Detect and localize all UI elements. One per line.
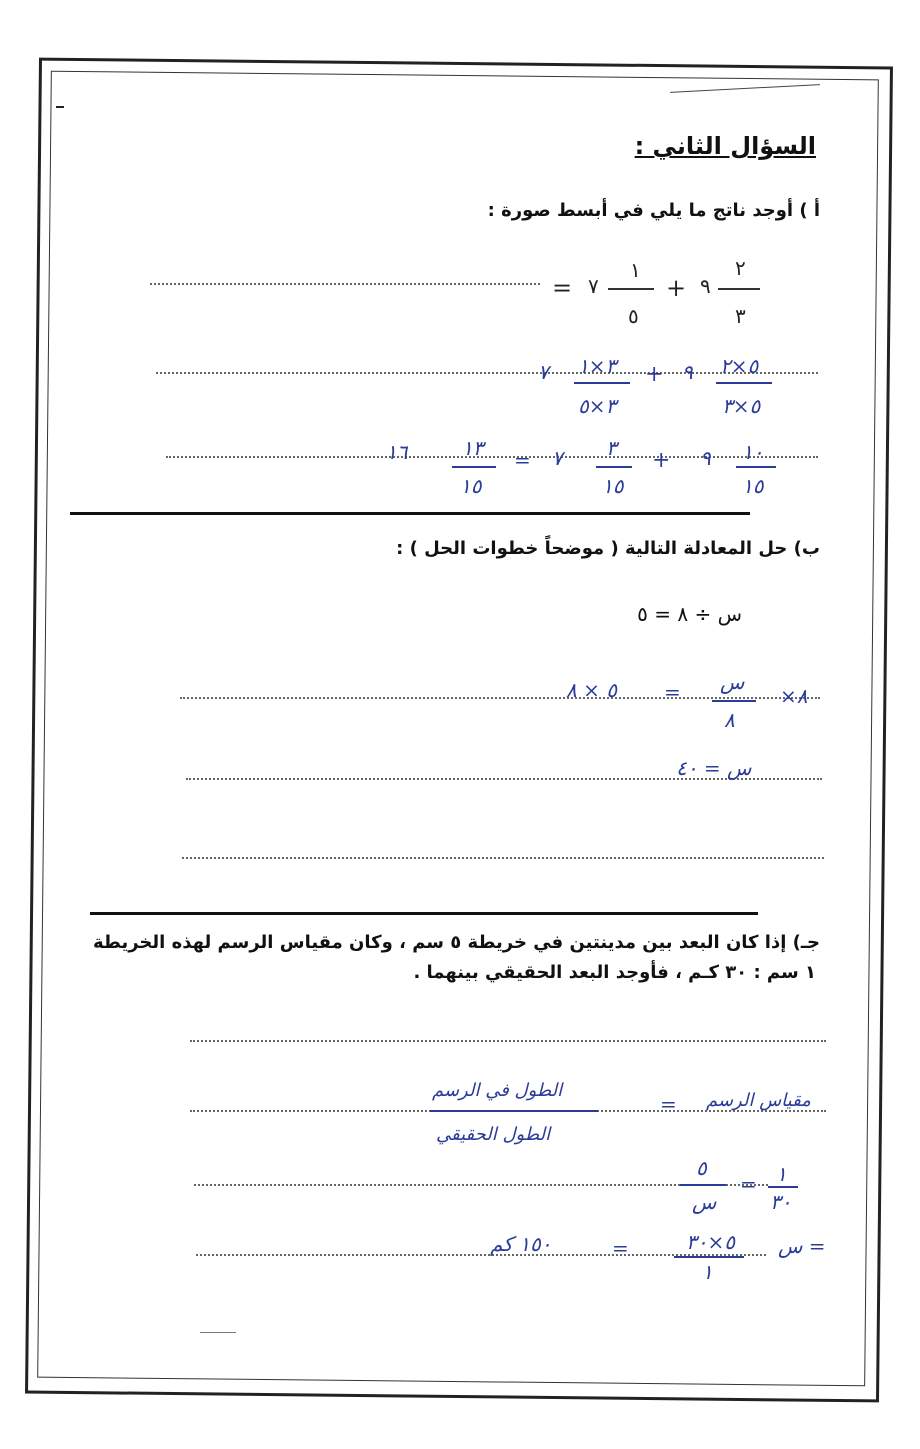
hw-c-bar [430, 1110, 598, 1112]
fraction-1-bar [718, 288, 760, 290]
hw-c-x-result: ١٥٠ كم [490, 1232, 552, 1256]
hw-step1-whole-1: ٩ [682, 360, 693, 384]
hw-c-x-equals: = [612, 1236, 629, 1260]
answer-line-b3 [182, 857, 824, 859]
mixed-2-whole: ٧ [588, 274, 599, 298]
hw-c-ratio-num: ١ [776, 1162, 787, 1186]
hw-step1-bar-2 [574, 382, 630, 384]
answer-line-c1 [190, 1040, 826, 1042]
fraction-1-numerator: ٢ [735, 256, 746, 280]
hw-b-lhs-num: س [720, 670, 745, 694]
hw-step2-bar-3 [452, 466, 496, 468]
hw-c-s-bar [680, 1184, 726, 1186]
fraction-2-denominator: ٥ [628, 304, 639, 328]
hw-step1-num-1: ٥×٢ [720, 354, 759, 378]
hw-step2-whole-1: ٩ [700, 446, 711, 470]
answer-line-a3 [166, 456, 818, 458]
fraction-1-denominator: ٣ [735, 304, 746, 328]
hw-step1-den-2: ٣×٥ [578, 394, 617, 418]
hw-b-lhs-den: ٨ [724, 708, 735, 732]
hw-step1-num-2: ٣×١ [578, 354, 617, 378]
hw-step2-bar-2 [596, 466, 632, 468]
hw-step1-plus: + [645, 362, 664, 387]
hw-step2-den-2: ١٥ [602, 474, 624, 498]
hw-c-x-label: س = [778, 1234, 826, 1258]
hw-step2-equals: = [514, 448, 531, 472]
answer-line-b1 [180, 697, 820, 699]
hw-c-label: مقياس الرسم [706, 1090, 811, 1111]
hw-step1-den-1: ٥×٣ [722, 394, 761, 418]
hw-step2-num-1: ١٠ [742, 440, 764, 464]
part-c-prompt-line-2: ١ سم : ٣٠ كـم ، فأوجد البعد الحقيقي بينهما . [413, 962, 816, 983]
section-divider-2 [90, 912, 758, 915]
plus-sign: + [666, 274, 687, 302]
hw-step2-whole-3: ١٦ [386, 440, 408, 464]
hw-c-s-num: ٥ [696, 1156, 707, 1180]
hw-step2-plus: + [652, 448, 671, 473]
hw-c-ratio-bar [768, 1186, 798, 1188]
hw-step2-num-2: ٣ [606, 436, 617, 460]
hw-c-ratio-equals: = [740, 1172, 757, 1196]
hw-step2-den-3: ١٥ [460, 474, 482, 498]
hw-step1-whole-2: ٧ [538, 360, 549, 384]
hw-c-ratio-den: ٣٠ [770, 1190, 792, 1214]
mixed-1-whole: ٩ [700, 274, 711, 298]
hw-b-times: ×٨ [780, 684, 808, 708]
corner-mark [56, 106, 64, 108]
hw-step2-den-1: ١٥ [742, 474, 764, 498]
hw-c-x-bar [674, 1256, 744, 1258]
part-b-prompt: ب) حل المعادلة التالية ( موضحاً خطوات الحل ) : [396, 538, 820, 559]
hw-step2-bar-1 [736, 466, 776, 468]
hw-c-x-den: ١ [702, 1260, 713, 1284]
fraction-2-numerator: ١ [630, 258, 641, 282]
fraction-2-bar [608, 288, 654, 290]
part-a-prompt: أ ) أوجد ناتج ما يلي في أبسط صورة : [487, 200, 820, 221]
bottom-tick [200, 1332, 236, 1333]
hw-b-lhs-bar [712, 700, 756, 702]
question-title: السؤال الثاني : [634, 132, 816, 160]
hw-b-result: س = ٤٠ [676, 756, 752, 780]
hw-c-denominator: الطول الحقيقي [436, 1124, 551, 1145]
hw-step1-bar-1 [716, 382, 772, 384]
hw-step2-num-3: ١٣ [462, 436, 484, 460]
hw-step2-whole-2: ٧ [552, 446, 563, 470]
hw-c-s-den: س [692, 1190, 717, 1214]
answer-line-a2 [156, 372, 818, 374]
part-b-equation: س ÷ ٨ = ٥ [637, 602, 742, 626]
answer-line-a1 [150, 283, 540, 285]
equals-sign: = [552, 274, 573, 302]
hw-c-equals: = [660, 1092, 677, 1116]
hw-b-rhs: ٥ × ٨ [566, 678, 617, 702]
hw-c-numerator: الطول في الرسم [432, 1080, 563, 1101]
hw-c-x-num: ٥×٣٠ [686, 1230, 735, 1254]
hw-b-equals: = [664, 680, 681, 704]
part-c-prompt-line-1: جـ) إذا كان البعد بين مدينتين في خريطة ٥ سم ، وكان مقياس الرسم لهذه الخريطة [93, 932, 820, 953]
section-divider-1 [70, 512, 750, 515]
